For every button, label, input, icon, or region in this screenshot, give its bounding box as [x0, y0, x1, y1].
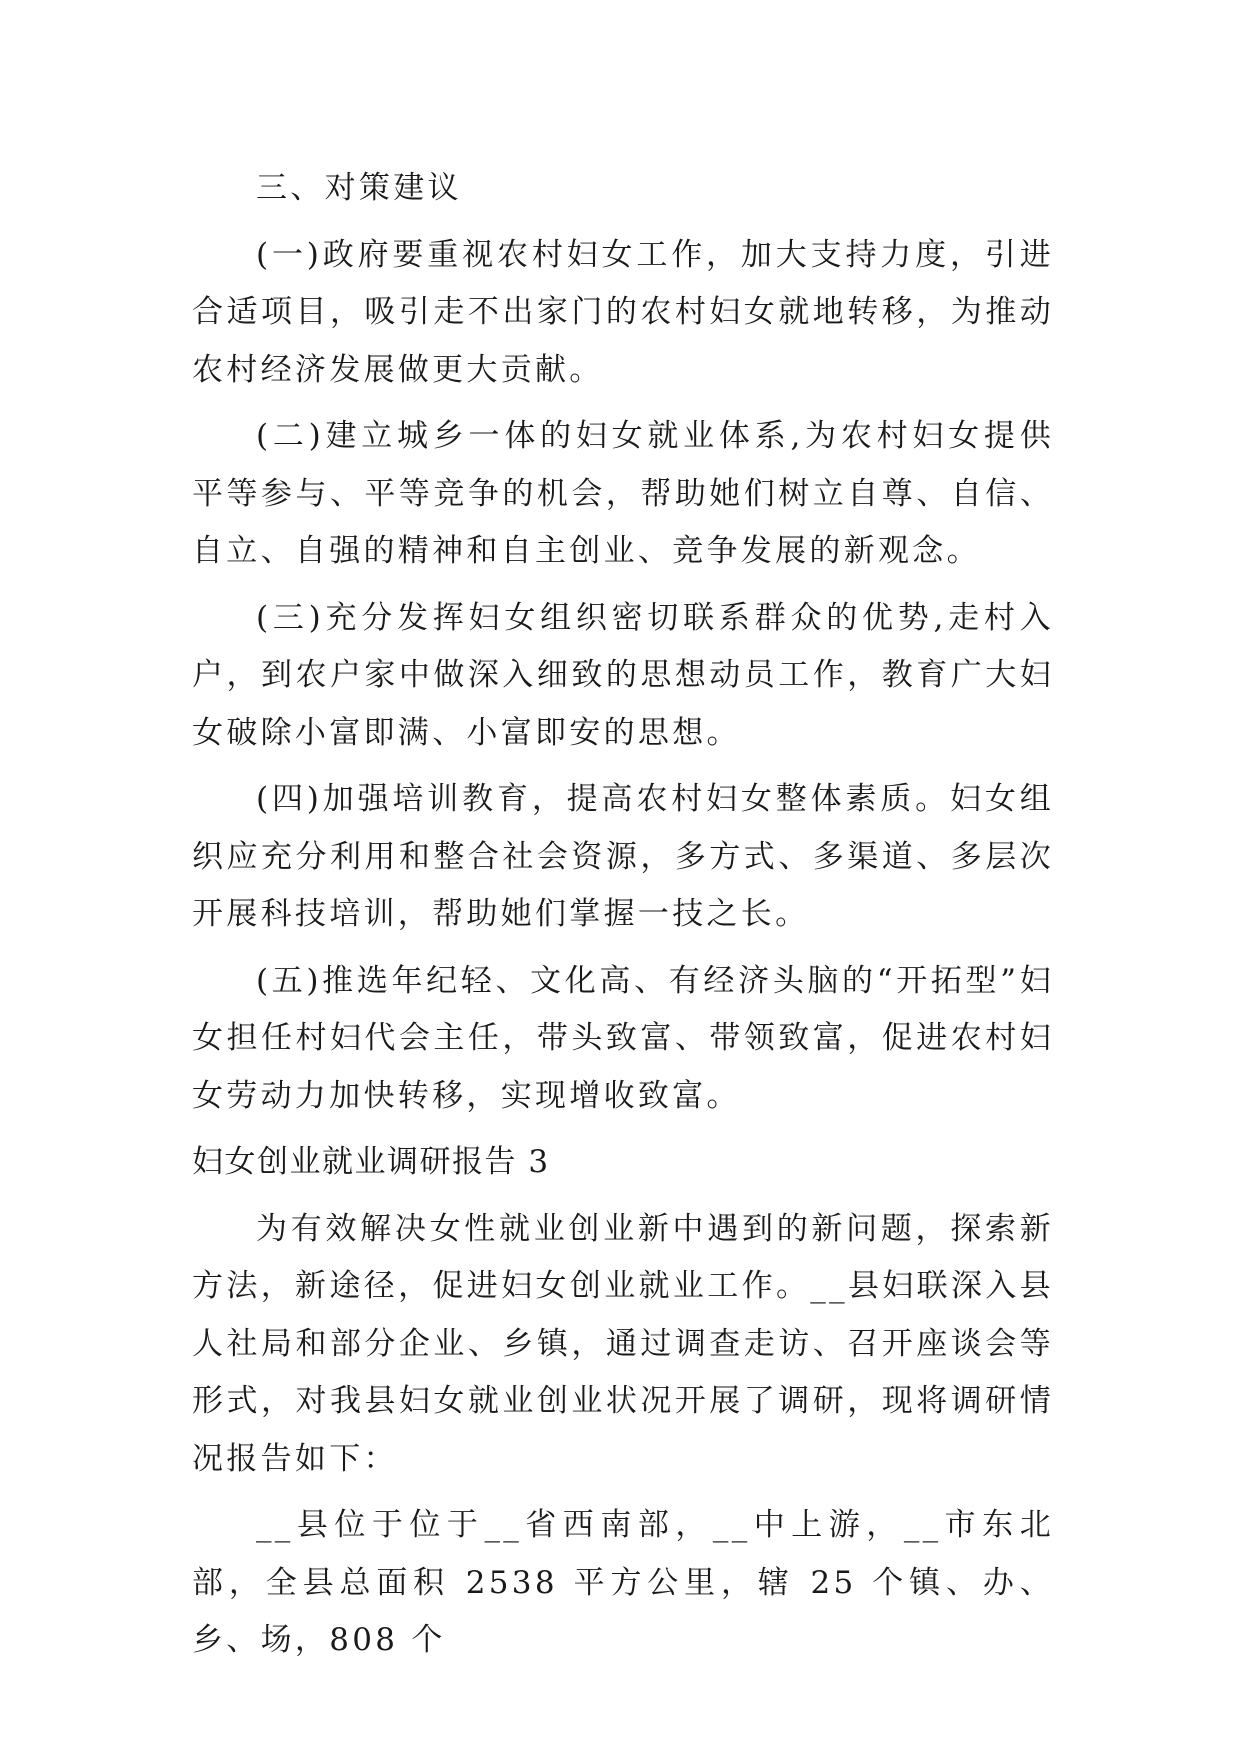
paragraph-suggestion-5: (五)推选年纪轻、文化高、有经济头脑的“开拓型”妇女担任村妇代会主任，带头致富、带领致富，促进农村妇女劳动力加快转移，实现增收致富。 [192, 962, 1054, 1114]
section-heading: 三、对策建议 [256, 170, 462, 206]
paragraph-suggestion-2: (二)建立城乡一体的妇女就业体系,为农村妇女提供平等参与、平等竞争的机会，帮助她们树立自尊、自信、自立、自强的精神和自主创业、竞争发展的新观念。 [192, 418, 1054, 569]
paragraph-suggestion-4: (四)加强培训教育，提高农村妇女整体素质。妇女组织应充分利用和整合社会资源，多方式、多渠道、多层次开展科技培训，帮助她们掌握一技之长。 [192, 781, 1054, 932]
report-title: 妇女创业就业调研报告 3 [192, 1144, 550, 1180]
paragraph-suggestion-3: (三)充分发挥妇女组织密切联系群众的优势,走村入户，到农户家中做深入细致的思想动员工作，教育广大妇女破除小富即满、小富即安的思想。 [192, 599, 1054, 751]
report-intro-paragraph: 为有效解决女性就业创业新中遇到的新问题，探索新方法，新途径，促进妇女创业就业工作。__县妇联深入县人社局和部分企业、乡镇，通过调查走访、召开座谈会等形式，对我县妇女就业创业状况开展了调研，现将调研情况报告如下： [192, 1210, 1054, 1477]
report-county-paragraph: __县位于位于__省西南部，__中上游，__市东北部，全县总面积 2538 平方公里，辖 25 个镇、办、乡、场，808 个 [192, 1507, 1054, 1658]
document-body [192, 160, 1054, 1679]
paragraph-suggestion-1: (一)政府要重视农村妇女工作，加大支持力度，引进合适项目，吸引走不出家门的农村妇女就地转移，为推动农村经济发展做更大贡献。 [192, 236, 1054, 388]
